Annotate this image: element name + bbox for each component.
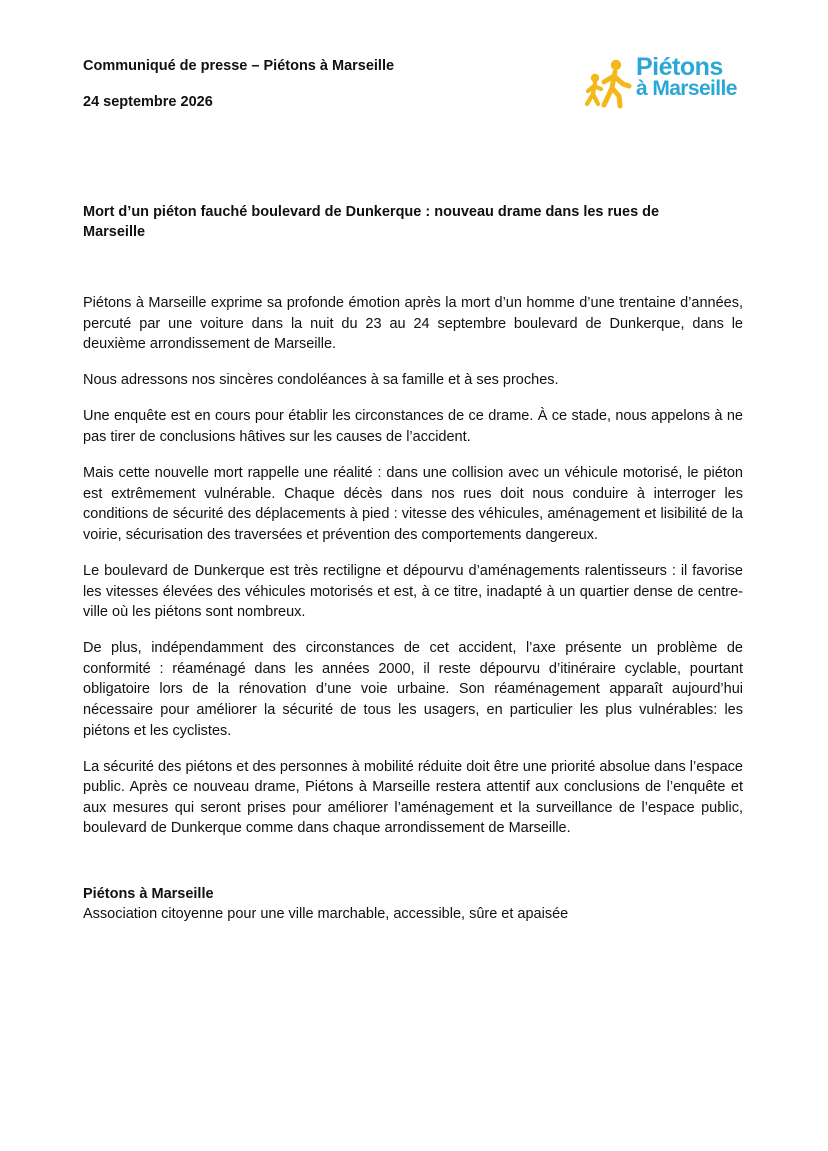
logo-line-2: à Marseille xyxy=(636,77,737,100)
body-paragraph-1: Piétons à Marseille exprime sa profonde émotion après la mort d’un homme d’une trentaine d’années, percuté par une voiture dans la nuit du 23 au 24 septembre boulevard de Dunkerque, dans le deuxième arrondissement de Marseille. xyxy=(83,295,743,353)
body-paragraph-3: Une enquête est en cours pour établir les circonstances de ce drame. À ce stade, nous appelons à ne pas tirer de conclusions hâtives sur les causes de l’accident. xyxy=(83,408,743,445)
body-paragraph-5: Le boulevard de Dunkerque est très rectiligne et dépourvu d’aménagements ralentisseurs : il favorise les vitesses élevées des véhicules motorisés et est, à ce titre, inadapté à un quartier dense de centre-ville où les piétons sont nombreux. xyxy=(83,562,743,621)
body-paragraph-7: La sécurité des piétons et des personnes à mobilité réduite doit être une priorité absolue dans l’espace public. Après ce nouveau drame, Piétons à Marseille restera attentif aux conclusions de l’enquête et aux mesures qui seront prises pour améliorer l’aménagement et la surveillance de l’espace public, boulevard de Dunkerque comme dans chaque arrondissement de Marseille. xyxy=(83,758,743,837)
header-block xyxy=(83,57,394,111)
release-date: 24 septembre 2026 xyxy=(83,94,213,110)
press-release-body xyxy=(83,293,743,855)
signature-tagline: Association citoyenne pour une ville marchable, accessible, sûre et apaisée xyxy=(83,906,569,922)
logo-wordmark xyxy=(636,53,737,100)
walking-pedestrians-icon xyxy=(580,58,636,110)
body-paragraph-6: De plus, indépendamment des circonstances de cet accident, l’axe présente un problème de conformité : réaménagé dans les années 2000, il reste dépourvu d’itinéraire cyclable, pourtant obligatoire lors de la rénovation d’une voie urbaine. Son réaménagement apparaît aujourd’hui nécessaire pour améliorer la sécurité de tous les usagers, en particulier les plus vulnérables: les piétons et les cyclistes. xyxy=(83,640,743,739)
organization-logo xyxy=(580,53,750,112)
press-release-title: Mort d’un piéton fauché boulevard de Dunkerque : nouveau drame dans les rues de Marseille xyxy=(83,204,660,240)
signature-name: Piétons à Marseille xyxy=(83,886,214,902)
release-label: Communiqué de presse – Piétons à Marseille xyxy=(83,58,395,74)
body-paragraph-2: Nous adressons nos sincères condoléances à sa famille et à ses proches. xyxy=(83,372,559,389)
signature-block xyxy=(83,884,743,924)
body-paragraph-4: Mais cette nouvelle mort rappelle une réalité : dans une collision avec un véhicule motorisé, le piéton est extrêmement vulnérable. Chaque décès dans nos rues doit nous conduire à interroger les conditions de sécurité des déplacements à pied : vitesse des véhicules, aménagement et lisibilité de la voirie, sécurisation des traversées et prévention des comportements dangereux. xyxy=(83,465,743,543)
logo-line-1: Piétons xyxy=(636,53,723,81)
